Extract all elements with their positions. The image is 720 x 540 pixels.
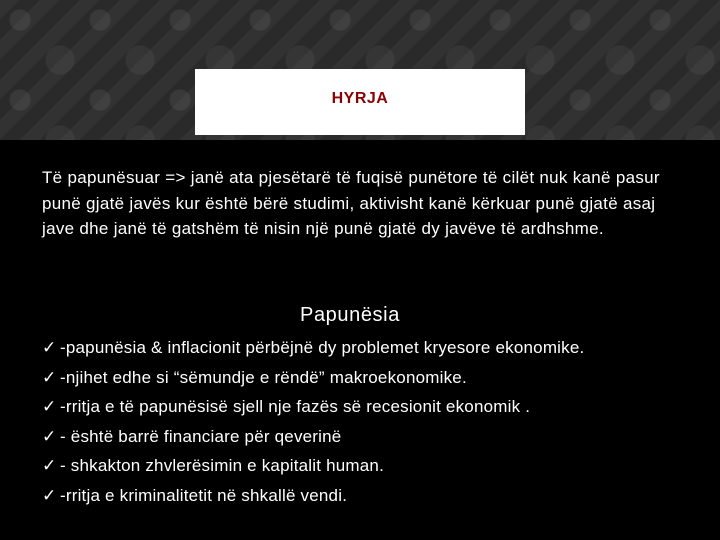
check-icon: ✓ <box>42 485 57 505</box>
slide-title: HYRJA <box>331 90 389 107</box>
check-icon: ✓ <box>42 338 57 357</box>
bullet-text: -rritja e të papunësisë sjell nje fazës së recesionit ekonomik . <box>60 397 531 416</box>
list-item <box>42 425 712 455</box>
list-item <box>42 484 712 514</box>
list-item <box>42 395 712 425</box>
bullet-text: -rritja e kriminalitetit në shkallë vendi. <box>60 485 348 505</box>
check-icon: ✓ <box>42 456 57 475</box>
intro-paragraph: Të papunësuar => janë ata pjesëtarë të fuqisë punëtore të cilët nuk kanë pasur punë gjatë javës kur është bërë studimi, aktivisht kanë kërkuar punë gjatë asaj jave dhe janë të gatshëm të nisin një punë gjatë dy javëve të ardhshme. <box>42 168 660 238</box>
bullet-list <box>42 336 712 513</box>
bullet-text: - është barrë financiare për qeverinë <box>60 426 342 446</box>
title-box <box>195 69 525 135</box>
check-icon: ✓ <box>42 367 57 387</box>
list-item <box>42 336 712 366</box>
check-icon: ✓ <box>42 426 57 446</box>
bullet-text: -njihet edhe si “sëmundje e rëndë” makroekonomike. <box>60 367 467 387</box>
section-heading: Papunësia <box>300 304 400 326</box>
list-item <box>42 454 712 484</box>
list-item <box>42 366 712 396</box>
check-icon: ✓ <box>42 397 57 416</box>
bullet-text: -papunësia & inflacionit përbëjnë dy problemet kryesore ekonomike. <box>60 338 585 357</box>
bullet-text: - shkakton zhvlerësimin e kapitalit human. <box>60 456 384 475</box>
